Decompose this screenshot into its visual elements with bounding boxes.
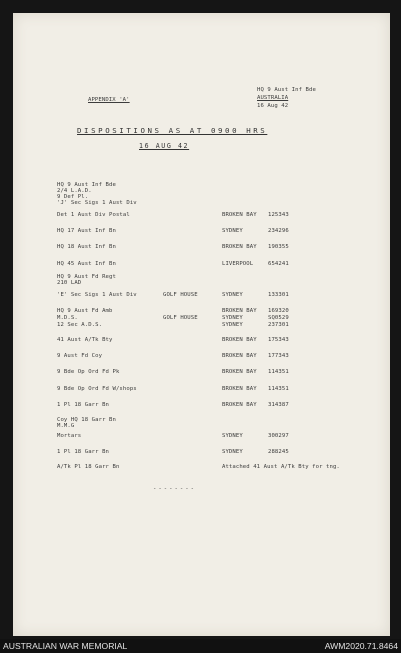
appendix-label: APPENDIX 'A': [88, 97, 130, 103]
row-location: SYDNEY: [222, 433, 243, 439]
row-location: BROKEN BAY: [222, 369, 257, 375]
end-mark: --------: [153, 486, 196, 492]
row-unit: HQ 45 Aust Inf Bn: [57, 261, 116, 267]
row-unit: M.D.S.: [57, 315, 78, 321]
row-unit: 9 Bde Op Ord Fd W/shops: [57, 386, 137, 392]
footer-accession-number: AWM2020.71.8464: [324, 641, 398, 651]
row-unit: 'J' Sec Sigs 1 Aust Div: [57, 200, 137, 206]
row-unit: HQ 9 Aust Fd Amb: [57, 308, 113, 314]
row-location: LIVERPOOL: [222, 261, 254, 267]
row-place: GOLF HOUSE: [163, 315, 198, 321]
row-location: BROKEN BAY: [222, 244, 257, 250]
hq-line-2: AUSTRALIA: [257, 95, 289, 101]
row-unit: A/Tk Pl 18 Garr Bn: [57, 464, 120, 470]
row-unit: Mortars: [57, 433, 82, 439]
row-grid-ref: 114351: [268, 386, 289, 392]
hq-line-1: HQ 9 Aust Inf Bde: [257, 87, 316, 93]
row-unit: M.M.G: [57, 423, 75, 429]
row-grid-ref: 288245: [268, 449, 289, 455]
row-location: BROKEN BAY: [222, 212, 257, 218]
row-grid-ref: 234296: [268, 228, 289, 234]
row-grid-ref: 133301: [268, 292, 289, 298]
footer-bar: [0, 639, 401, 653]
row-unit: Coy HQ 18 Garr Bn: [57, 417, 116, 423]
row-grid-ref: 114351: [268, 369, 289, 375]
row-location: SYDNEY: [222, 322, 243, 328]
row-grid-ref: 190355: [268, 244, 289, 250]
row-place: GOLF HOUSE: [163, 292, 198, 298]
row-location: SYDNEY: [222, 228, 243, 234]
row-unit: 12 Sec A.D.S.: [57, 322, 103, 328]
row-grid-ref: 654241: [268, 261, 289, 267]
document-date: 16 AUG 42: [139, 142, 190, 150]
row-unit: 41 Aust A/Tk Bty: [57, 337, 113, 343]
document-title: DISPOSITIONS AS AT 0900 HRS: [77, 126, 268, 135]
row-unit: HQ 18 Aust Inf Bn: [57, 244, 116, 250]
row-unit: 9 Aust Fd Coy: [57, 353, 103, 359]
row-unit: HQ 9 Aust Inf Bde: [57, 182, 116, 188]
row-grid-ref: 177343: [268, 353, 289, 359]
row-unit: 1 Pl 18 Garr Bn: [57, 449, 110, 455]
row-location: BROKEN BAY: [222, 402, 257, 408]
row-grid-ref: 237301: [268, 322, 289, 328]
row-unit: 1 Pl 18 Garr Bn: [57, 402, 110, 408]
row-unit: 9 Def Pl.: [57, 194, 89, 200]
row-unit: 210 LAD: [57, 280, 82, 286]
row-location: SYDNEY: [222, 292, 243, 298]
row-location: BROKEN BAY: [222, 308, 257, 314]
row-grid-ref: 125343: [268, 212, 289, 218]
row-unit: Det 1 Aust Div Postal: [57, 212, 130, 218]
row-location: BROKEN BAY: [222, 353, 257, 359]
row-location: SYDNEY: [222, 449, 243, 455]
row-grid-ref: 169320: [268, 308, 289, 314]
row-location: BROKEN BAY: [222, 337, 257, 343]
row-grid-ref: SQ0529: [268, 315, 289, 321]
hq-line-3: 16 Aug 42: [257, 103, 289, 109]
row-grid-ref: 300297: [268, 433, 289, 439]
row-unit: 'E' Sec Sigs 1 Aust Div: [57, 292, 137, 298]
row-grid-ref: 314387: [268, 402, 289, 408]
row-note: Attached 41 Aust A/Tk Bty for tng.: [222, 464, 340, 470]
row-grid-ref: 175343: [268, 337, 289, 343]
row-unit: 9 Bde Op Ord Fd Pk: [57, 369, 120, 375]
row-location: SYDNEY: [222, 315, 243, 321]
row-unit: 2/4 L.A.D.: [57, 188, 92, 194]
footer-credit: AUSTRALIAN WAR MEMORIAL: [3, 641, 128, 651]
row-location: BROKEN BAY: [222, 386, 257, 392]
row-unit: HQ 17 Aust Inf Bn: [57, 228, 116, 234]
row-unit: HQ 9 Aust Fd Regt: [57, 274, 116, 280]
